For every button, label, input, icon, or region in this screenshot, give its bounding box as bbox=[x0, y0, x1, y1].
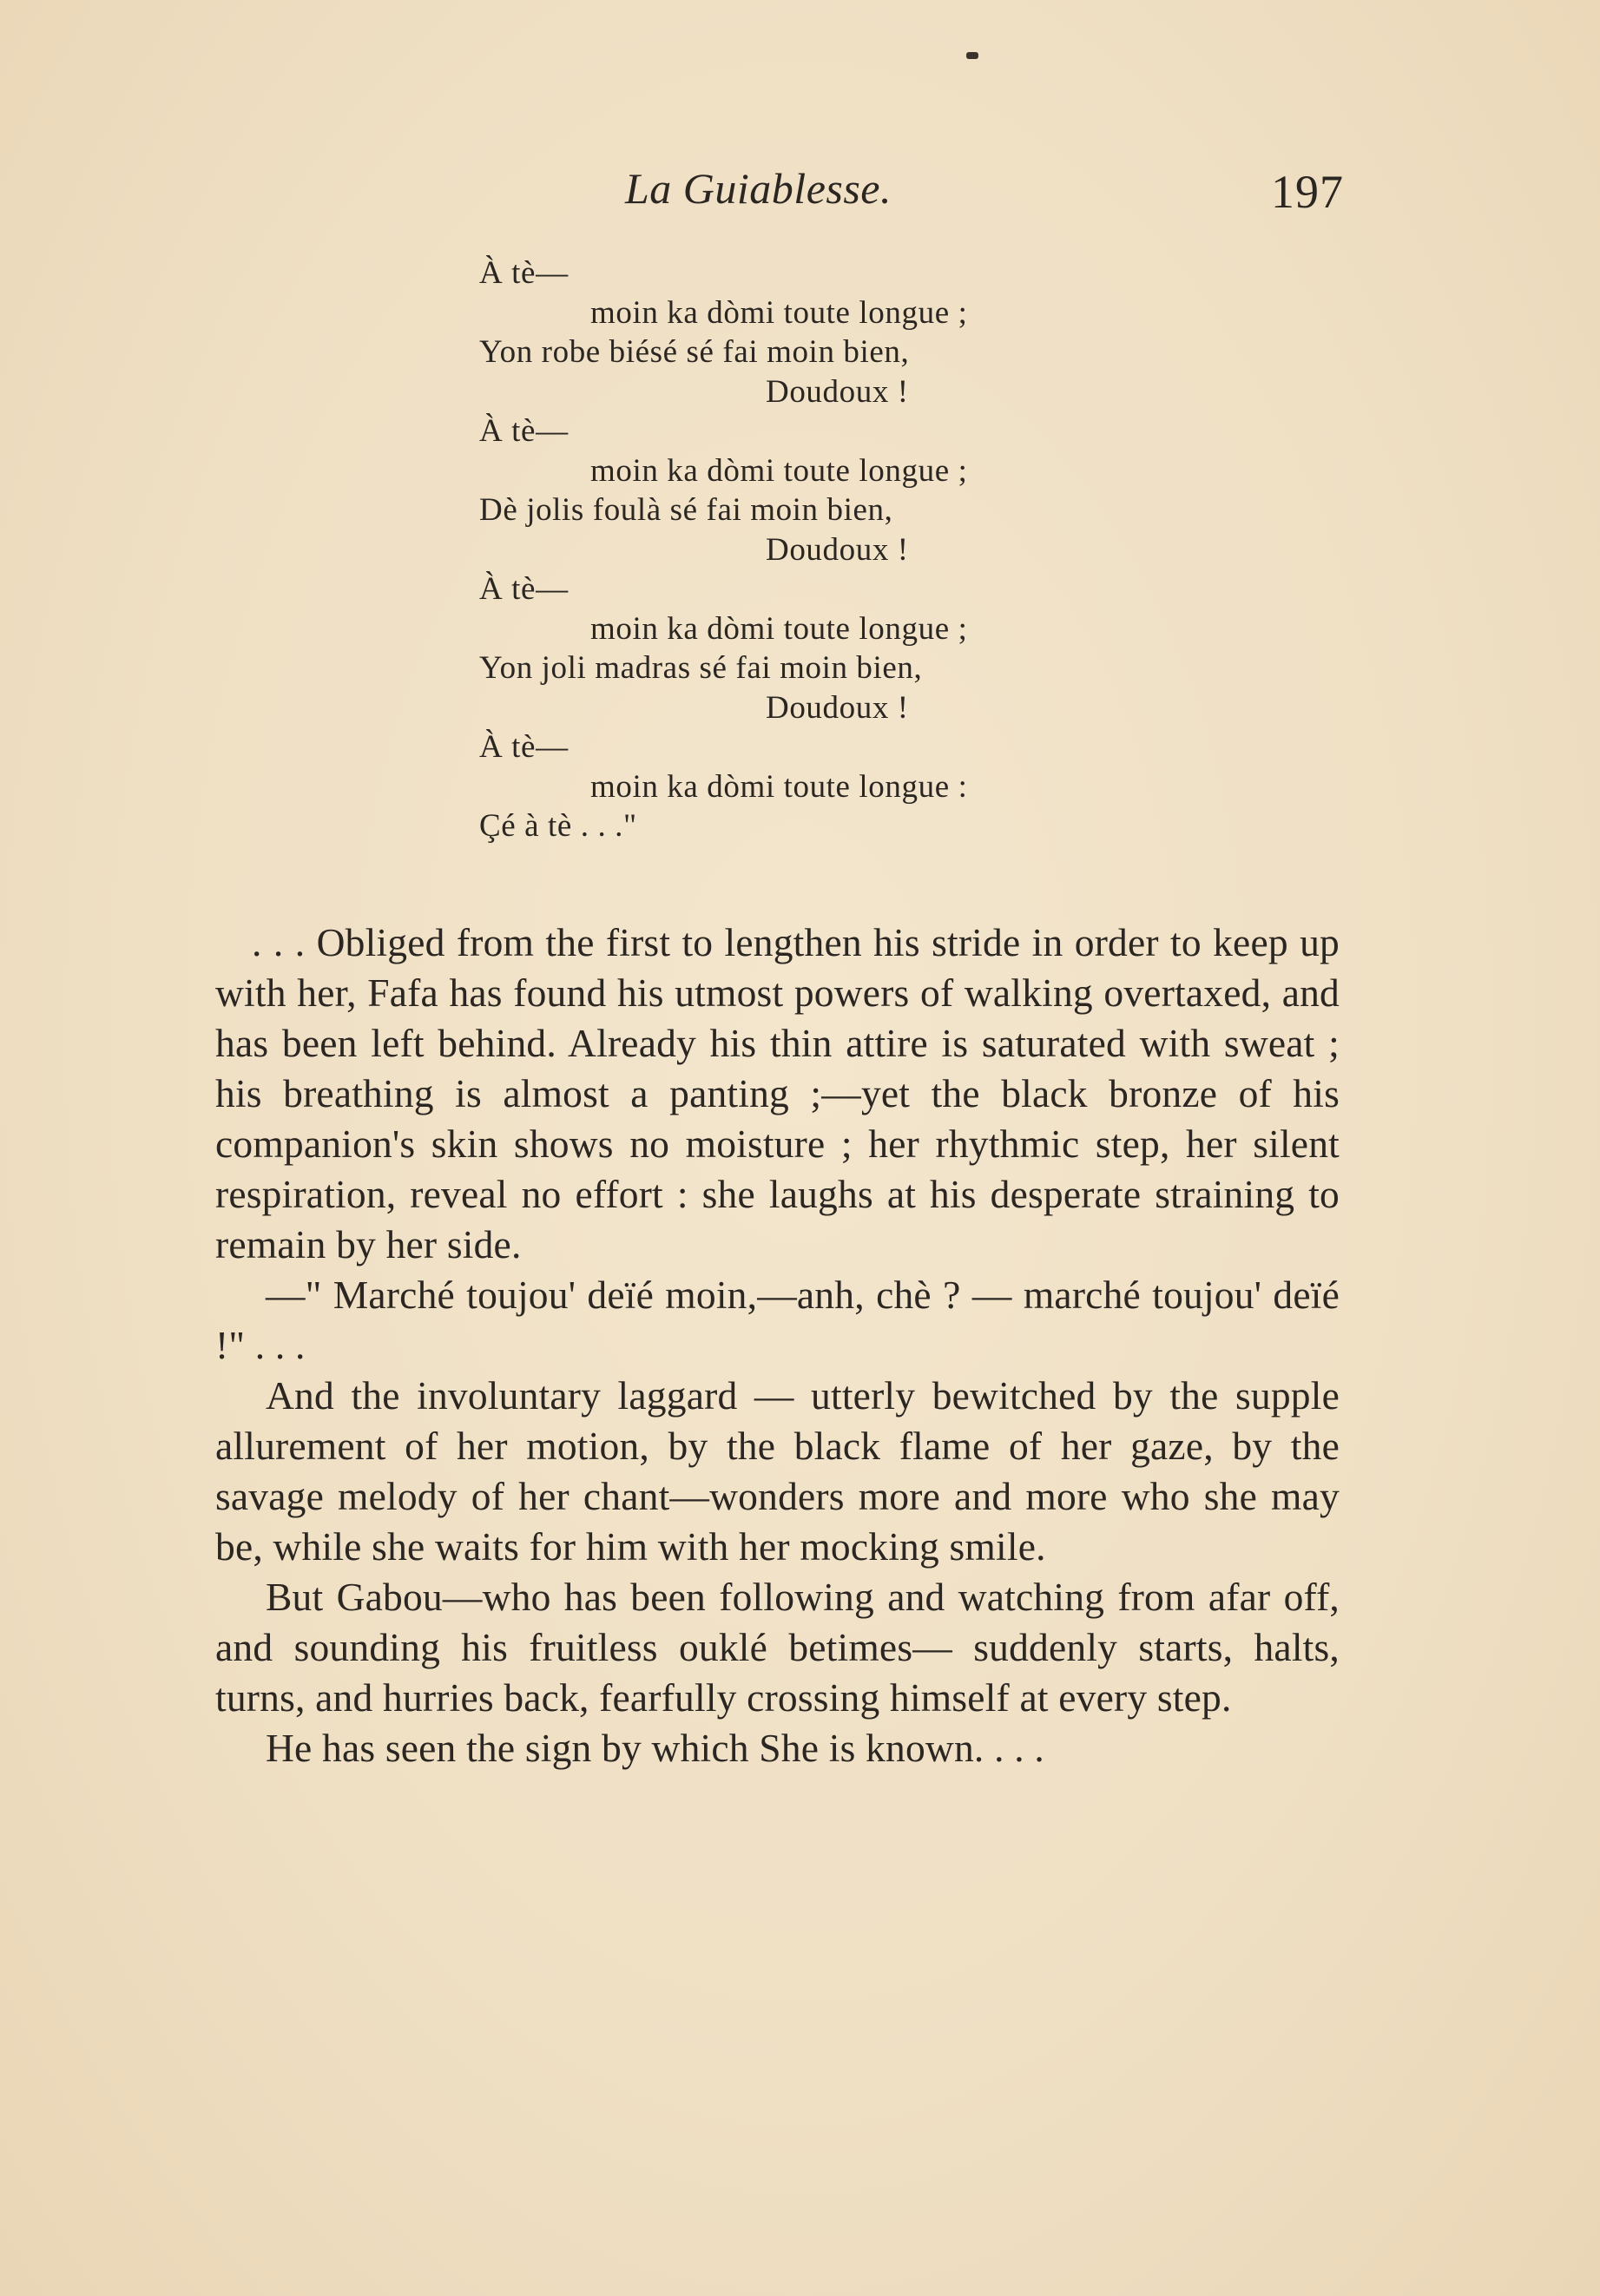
running-title: La Guiablesse. bbox=[625, 164, 892, 213]
poem-line: À tè— bbox=[479, 413, 569, 449]
poem-line: moin ka dòmi toute longue ; bbox=[590, 452, 968, 489]
poem-line: À tè— bbox=[479, 571, 569, 607]
poem-line: Yon robe biésé sé fai moin bien, bbox=[479, 334, 910, 370]
ink-mark bbox=[966, 52, 978, 59]
paragraph: And the involuntary laggard — utterly bewitched by the supple allurement of her motion, by the black flame of her gaze, by the savage melody of her chant—wonders more and more who she may be, while she waits for him with her mocking smile. bbox=[215, 1373, 1340, 1569]
page-number: 197 bbox=[1271, 166, 1344, 218]
paragraph: He has seen the sign by which She is known. . . . bbox=[266, 1726, 1044, 1770]
poem-line: Çé à tè . . ." bbox=[479, 808, 637, 844]
poem-line: Doudoux ! bbox=[766, 531, 909, 568]
poem-line: Doudoux ! bbox=[766, 373, 909, 410]
paragraph: —" Marché toujou' deïé moin,—anh, chè ? — marché toujou' deïé !" . . . bbox=[215, 1273, 1340, 1367]
poem-line: À tè— bbox=[479, 729, 569, 765]
poem-line: À tè— bbox=[479, 255, 569, 291]
poem-line: moin ka dòmi toute longue ; bbox=[590, 610, 968, 647]
paragraph: But Gabou—who has been following and watching from afar off, and sounding his fruitless ouklé betimes— suddenly starts, halts, turns, and hurries back, fearfully crossing himself at every step. bbox=[215, 1575, 1340, 1720]
poem-line: Dè jolis foulà sé fai moin bien, bbox=[479, 492, 893, 528]
paragraph: . . . Obliged from the first to lengthen his stride in order to keep up with her, Fafa has found his utmost powers of walking overtaxed, and has been left behind. Already his thin attire is saturated with sweat ; his breathing is almost a panting ;—yet the black bronze of his companion's skin shows no moisture ; her rhythmic step, her silent respiration, reveal no effort : she laughs at his desperate straining to remain by her side. bbox=[215, 920, 1340, 1266]
poem-line: moin ka dòmi toute longue ; bbox=[590, 294, 968, 331]
poem-line: moin ka dòmi toute longue : bbox=[590, 768, 968, 805]
poem-block bbox=[479, 253, 1139, 846]
prose-block bbox=[215, 918, 1340, 1773]
poem-line: Doudoux ! bbox=[766, 689, 909, 726]
poem-line: Yon joli madras sé fai moin bien, bbox=[479, 650, 923, 686]
